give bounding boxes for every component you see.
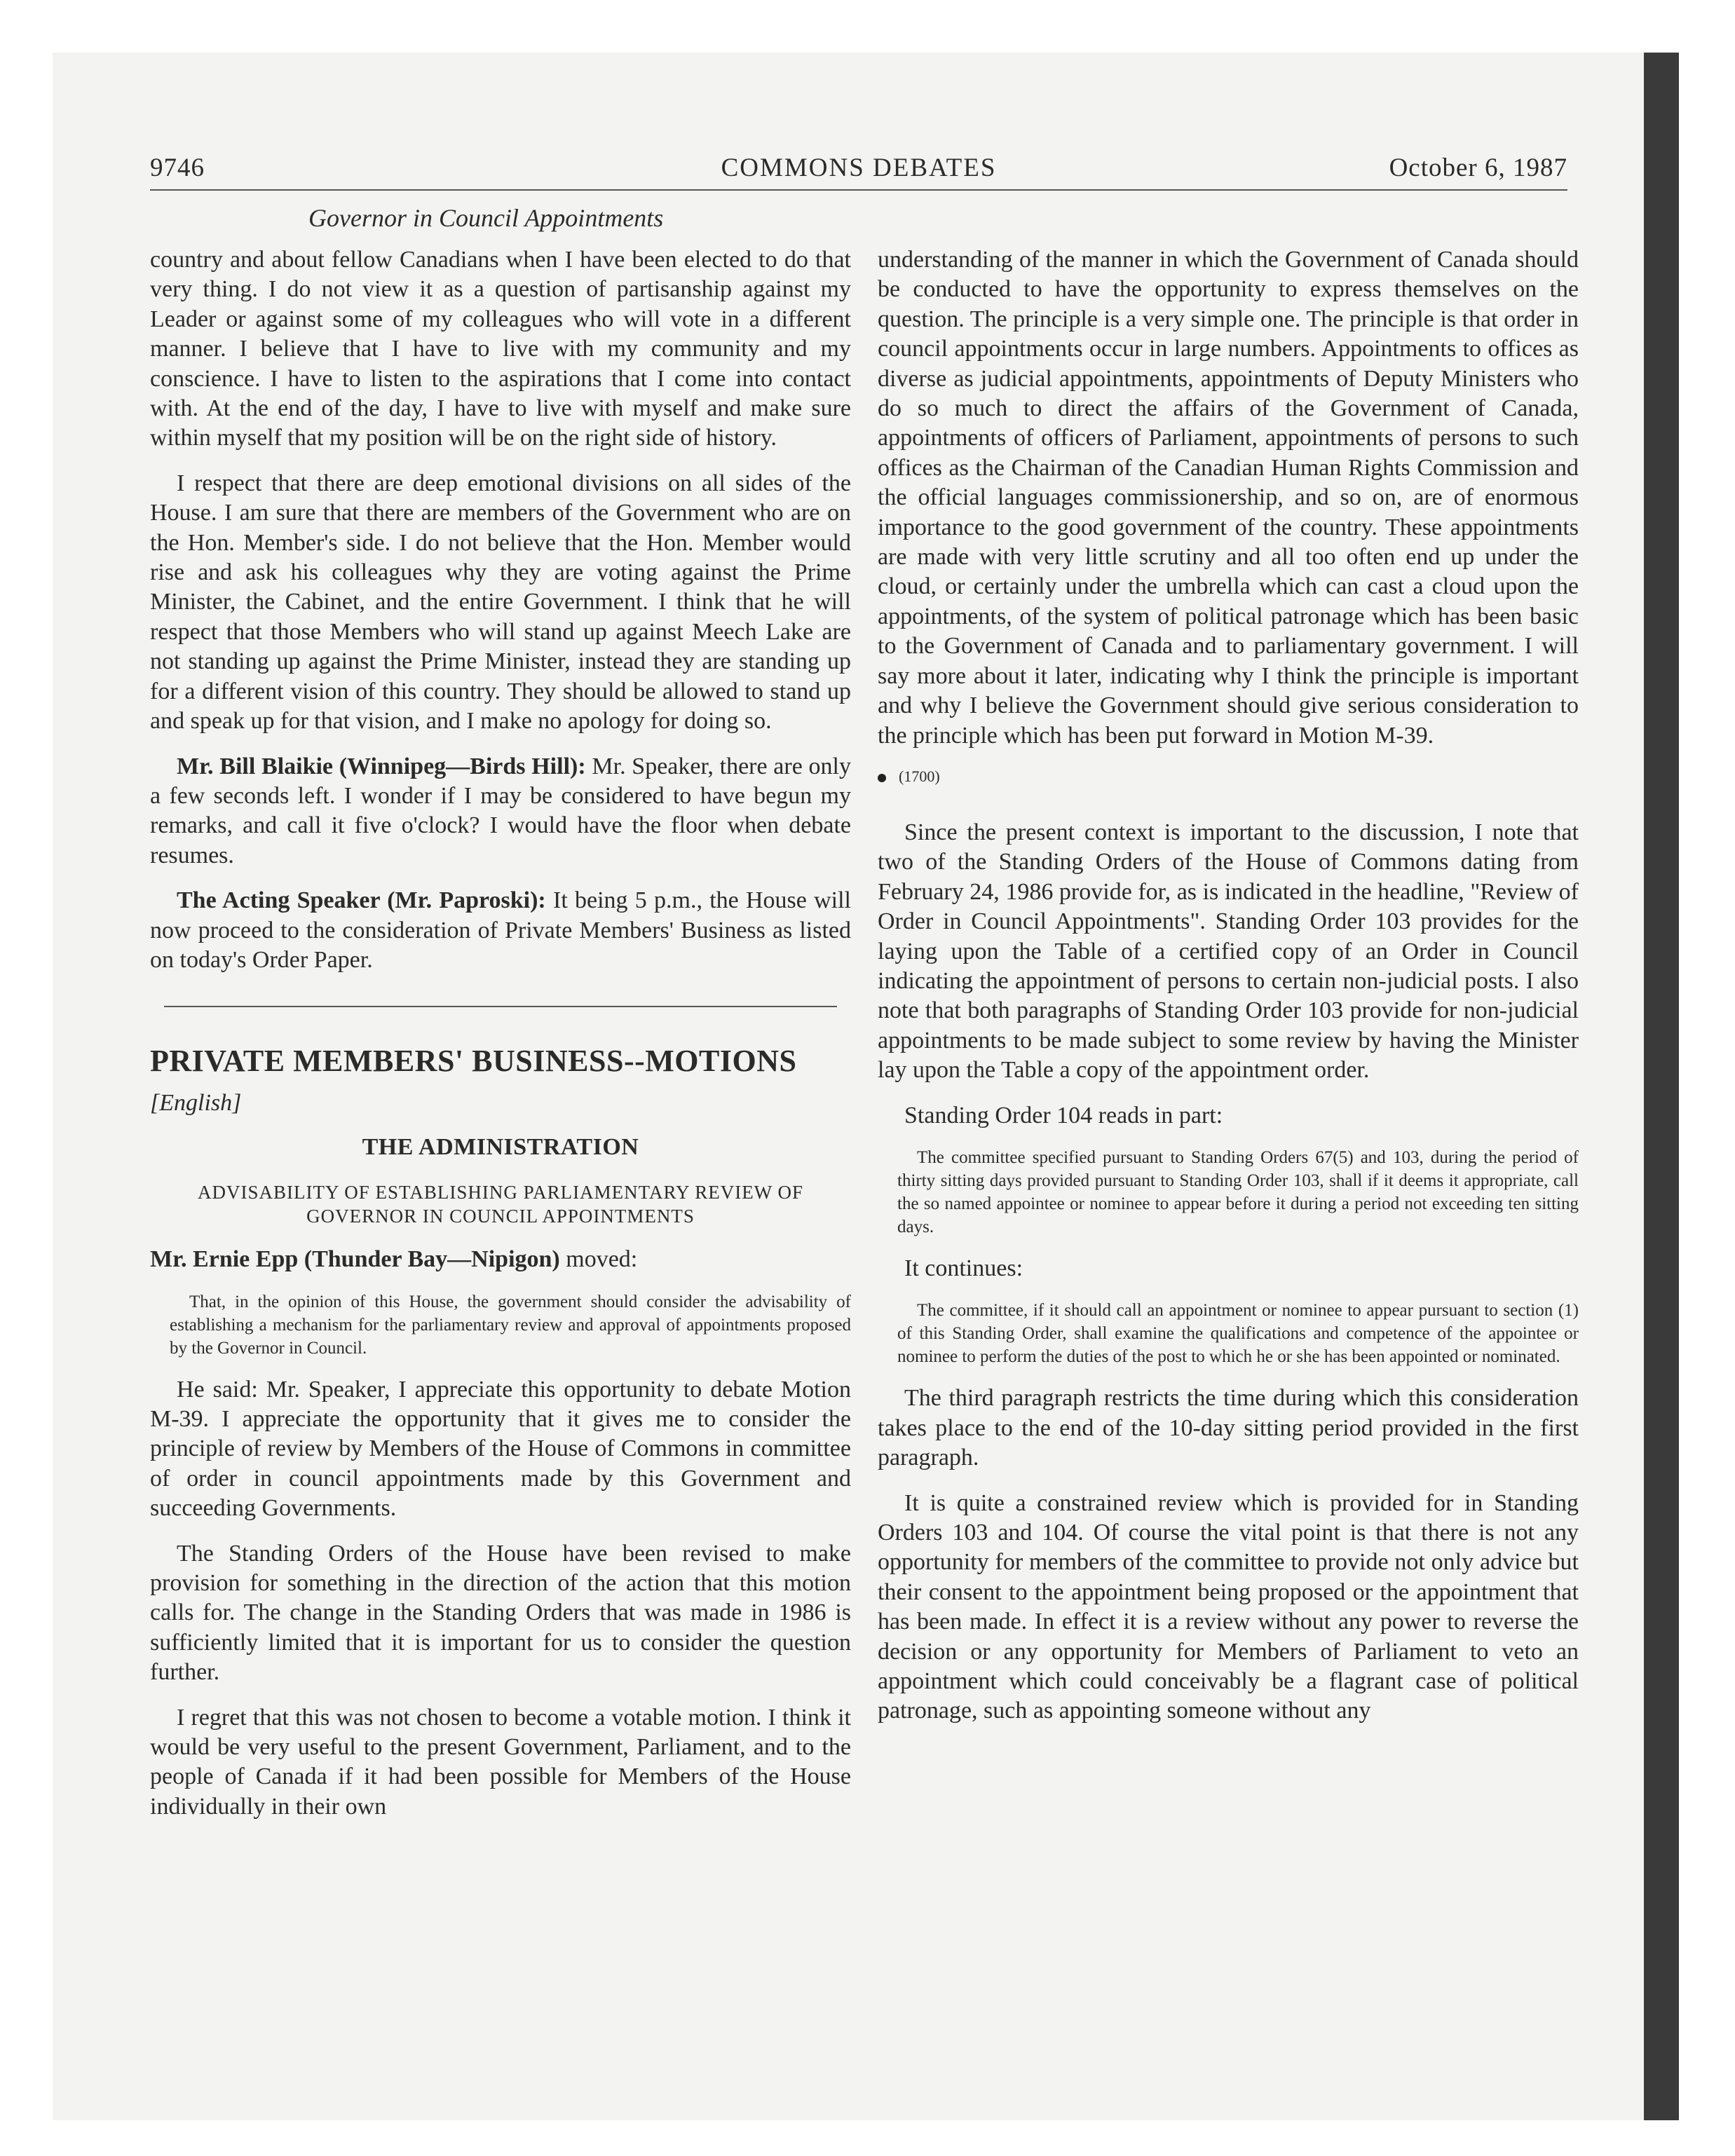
paragraph: I respect that there are deep emotional divisions on all sides of the House. I am sure that there are members of the Government who are on the Hon. Member's side. I do not believe that the Hon. Member would rise and ask his colleagues why they are voting against the Prime Minister, the Cabinet, and the entire Government. I think that he will respect that those Members who will stand up against Meech Lake are not standing up against the Prime Minister, instead they are standing up for a different vision of this country. They should be allowed to stand up and speak up for that vision, and I make no apology for doing so. — [150, 470, 851, 735]
language-tag: [English] — [150, 1090, 242, 1117]
section-divider — [164, 1006, 837, 1007]
bullet-icon — [878, 774, 886, 782]
section-title: PRIVATE MEMBERS' BUSINESS--MOTIONS — [150, 1044, 797, 1079]
paragraph: Standing Order 104 reads in part: — [904, 1102, 1223, 1128]
paragraph: It continues: — [904, 1255, 1023, 1281]
timestamp — [878, 766, 1579, 787]
speech-text: Mr. Speaker, there are only a few seconds left. I wonder if I may be considered to have begun my remarks, and call it five o'clock? I would have the floor when debate resumes. — [150, 753, 851, 868]
motion-text: That, in the opinion of this House, the government should consider the advisability of establishing a mechanism for the parliamentary review and approval of appointments proposed by the Governor in Council. — [170, 1292, 851, 1358]
speech-acting-speaker — [150, 886, 851, 975]
speech-text: It being 5 p.m., the House will now proceed to the consideration of Private Members' Business as listed on today's Order Paper. — [150, 887, 851, 973]
mover-line — [150, 1245, 851, 1274]
left-column — [150, 245, 851, 1837]
paragraph: country and about fellow Canadians when I have been elected to do that very thing. I do not view it as a question of partisanship against my Leader or against some of my colleagues who will vote in a different manner. I believe that I have to live with my community and my conscience. I have to listen to the aspirations that I come into contact with. At the end of the day, I have to live with myself and make sure within myself that my position will be on the right side of history. — [150, 247, 851, 451]
scan-edge-shadow — [1644, 53, 1679, 2120]
paragraph: The third paragraph restricts the time during which this consideration takes place to the end of the 10-day sitting period provided in the first paragraph. — [878, 1385, 1579, 1471]
quoted-standing-order: The committee specified pursuant to Standing Orders 67(5) and 103, during the period of thirty sitting days provided pursuant to Standing Order 103, shall if it deems it appropriate, call the so named appointee or nominee to appear before it during a period not exceeding ten sitting days. — [897, 1147, 1579, 1236]
speech-blaikie — [150, 752, 851, 871]
topic-heading: THE ADMINISTRATION — [362, 1133, 639, 1160]
paragraph: The Standing Orders of the House have been revised to make provision for something in the direction of the action that this motion calls for. The change in the Standing Orders that was made in 1986 is sufficiently limited that it is important for us to consider the question further. — [150, 1540, 851, 1686]
publication-date: October 6, 1987 — [1389, 153, 1567, 182]
page-number: 9746 — [150, 153, 205, 182]
running-subhead: Governor in Council Appointments — [308, 204, 664, 232]
mover-name: Mr. Ernie Epp (Thunder Bay—Nipigon) — [150, 1246, 560, 1273]
publication-title: COMMONS DEBATES — [721, 153, 997, 182]
paragraph: understanding of the manner in which the Government of Canada should be conducted to have the opportunity to express themselves on the question. The principle is a very simple one. The principle is that order in council appointments occur in large numbers. Appointments to offices as diverse as judicial appointments, appointments of Deputy Ministers who do so much to direct the affairs of the Government of Canada, appointments of officers of Parliament, appointments of persons to such offices as the Chairman of the Canadian Human Rights Commission and the official languages commissionership, and so on, are of enormous importance to the good government of the country. These appointments are made with very little scrutiny and all too often end up under the cloud, or certainly under the umbrella which can cast a cloud upon the appointments, of the system of political patronage which has been basic to the Government of Canada and to parliamentary government. I will say more about it later, indicating why I think the principle is important and why I believe the Government should give serious consideration to the principle which has been put forward in Motion M-39. — [878, 247, 1579, 749]
speaker-name: Mr. Bill Blaikie (Winnipeg—Birds Hill): — [177, 753, 586, 779]
paragraph: Since the present context is important to the discussion, I note that two of the Standing Orders of the House of Commons dating from February 24, 1986 provide for, as is indicated in the headline, "Review of Order in Council Appointments". Standing Order 103 provides for the laying upon the Table of a certified copy of an Order in Council indicating the appointment of persons to certain non-judicial posts. I also note that both paragraphs of Standing Order 103 provide for non-judicial appointments to be made subject to some review by having the Minister lay upon the Table a copy of the appointment order. — [878, 819, 1579, 1084]
page-header — [150, 153, 1567, 191]
right-column — [878, 245, 1579, 1742]
mover-text: moved: — [559, 1246, 638, 1273]
speaker-name: The Acting Speaker (Mr. Paproski): — [177, 887, 546, 914]
quoted-standing-order: The committee, if it should call an appointment or nominee to appear pursuant to section (1) of this Standing Order, shall examine the qualifications and competence of the appointee or nominee to perform the duties of the post to which he or she has been appointed or nominated. — [897, 1301, 1579, 1367]
paragraph: He said: Mr. Speaker, I appreciate this opportunity to debate Motion M-39. I appreciate the opportunity that it gives me to consider the principle of review by Members of the House of Commons in committee of order in council appointments made by this Government and succeeding Governments. — [150, 1376, 851, 1522]
motion-heading: ADVISABILITY OF ESTABLISHING PARLIAMENTARY REVIEW OF GOVERNOR IN COUNCIL APPOINTMENTS — [198, 1182, 803, 1227]
paragraph: It is quite a constrained review which is provided for in Standing Orders 103 and 104. Of course the vital point is that there is not any opportunity for members of the committee to provide not only advice but their consent to the appointment being proposed or the appointment that has been made. In effect it is a review without any power to reverse the decision or any opportunity for Members of Parliament to veto an appointment which could conceivably be a flagrant case of political patronage, such as appointing someone without any — [878, 1489, 1579, 1724]
paragraph: I regret that this was not chosen to become a votable motion. I think it would be very useful to the present Government, Parliament, and to the people of Canada if it had been possible for Members of the House individually in their own — [150, 1704, 851, 1820]
timestamp-text: (1700) — [899, 767, 940, 785]
